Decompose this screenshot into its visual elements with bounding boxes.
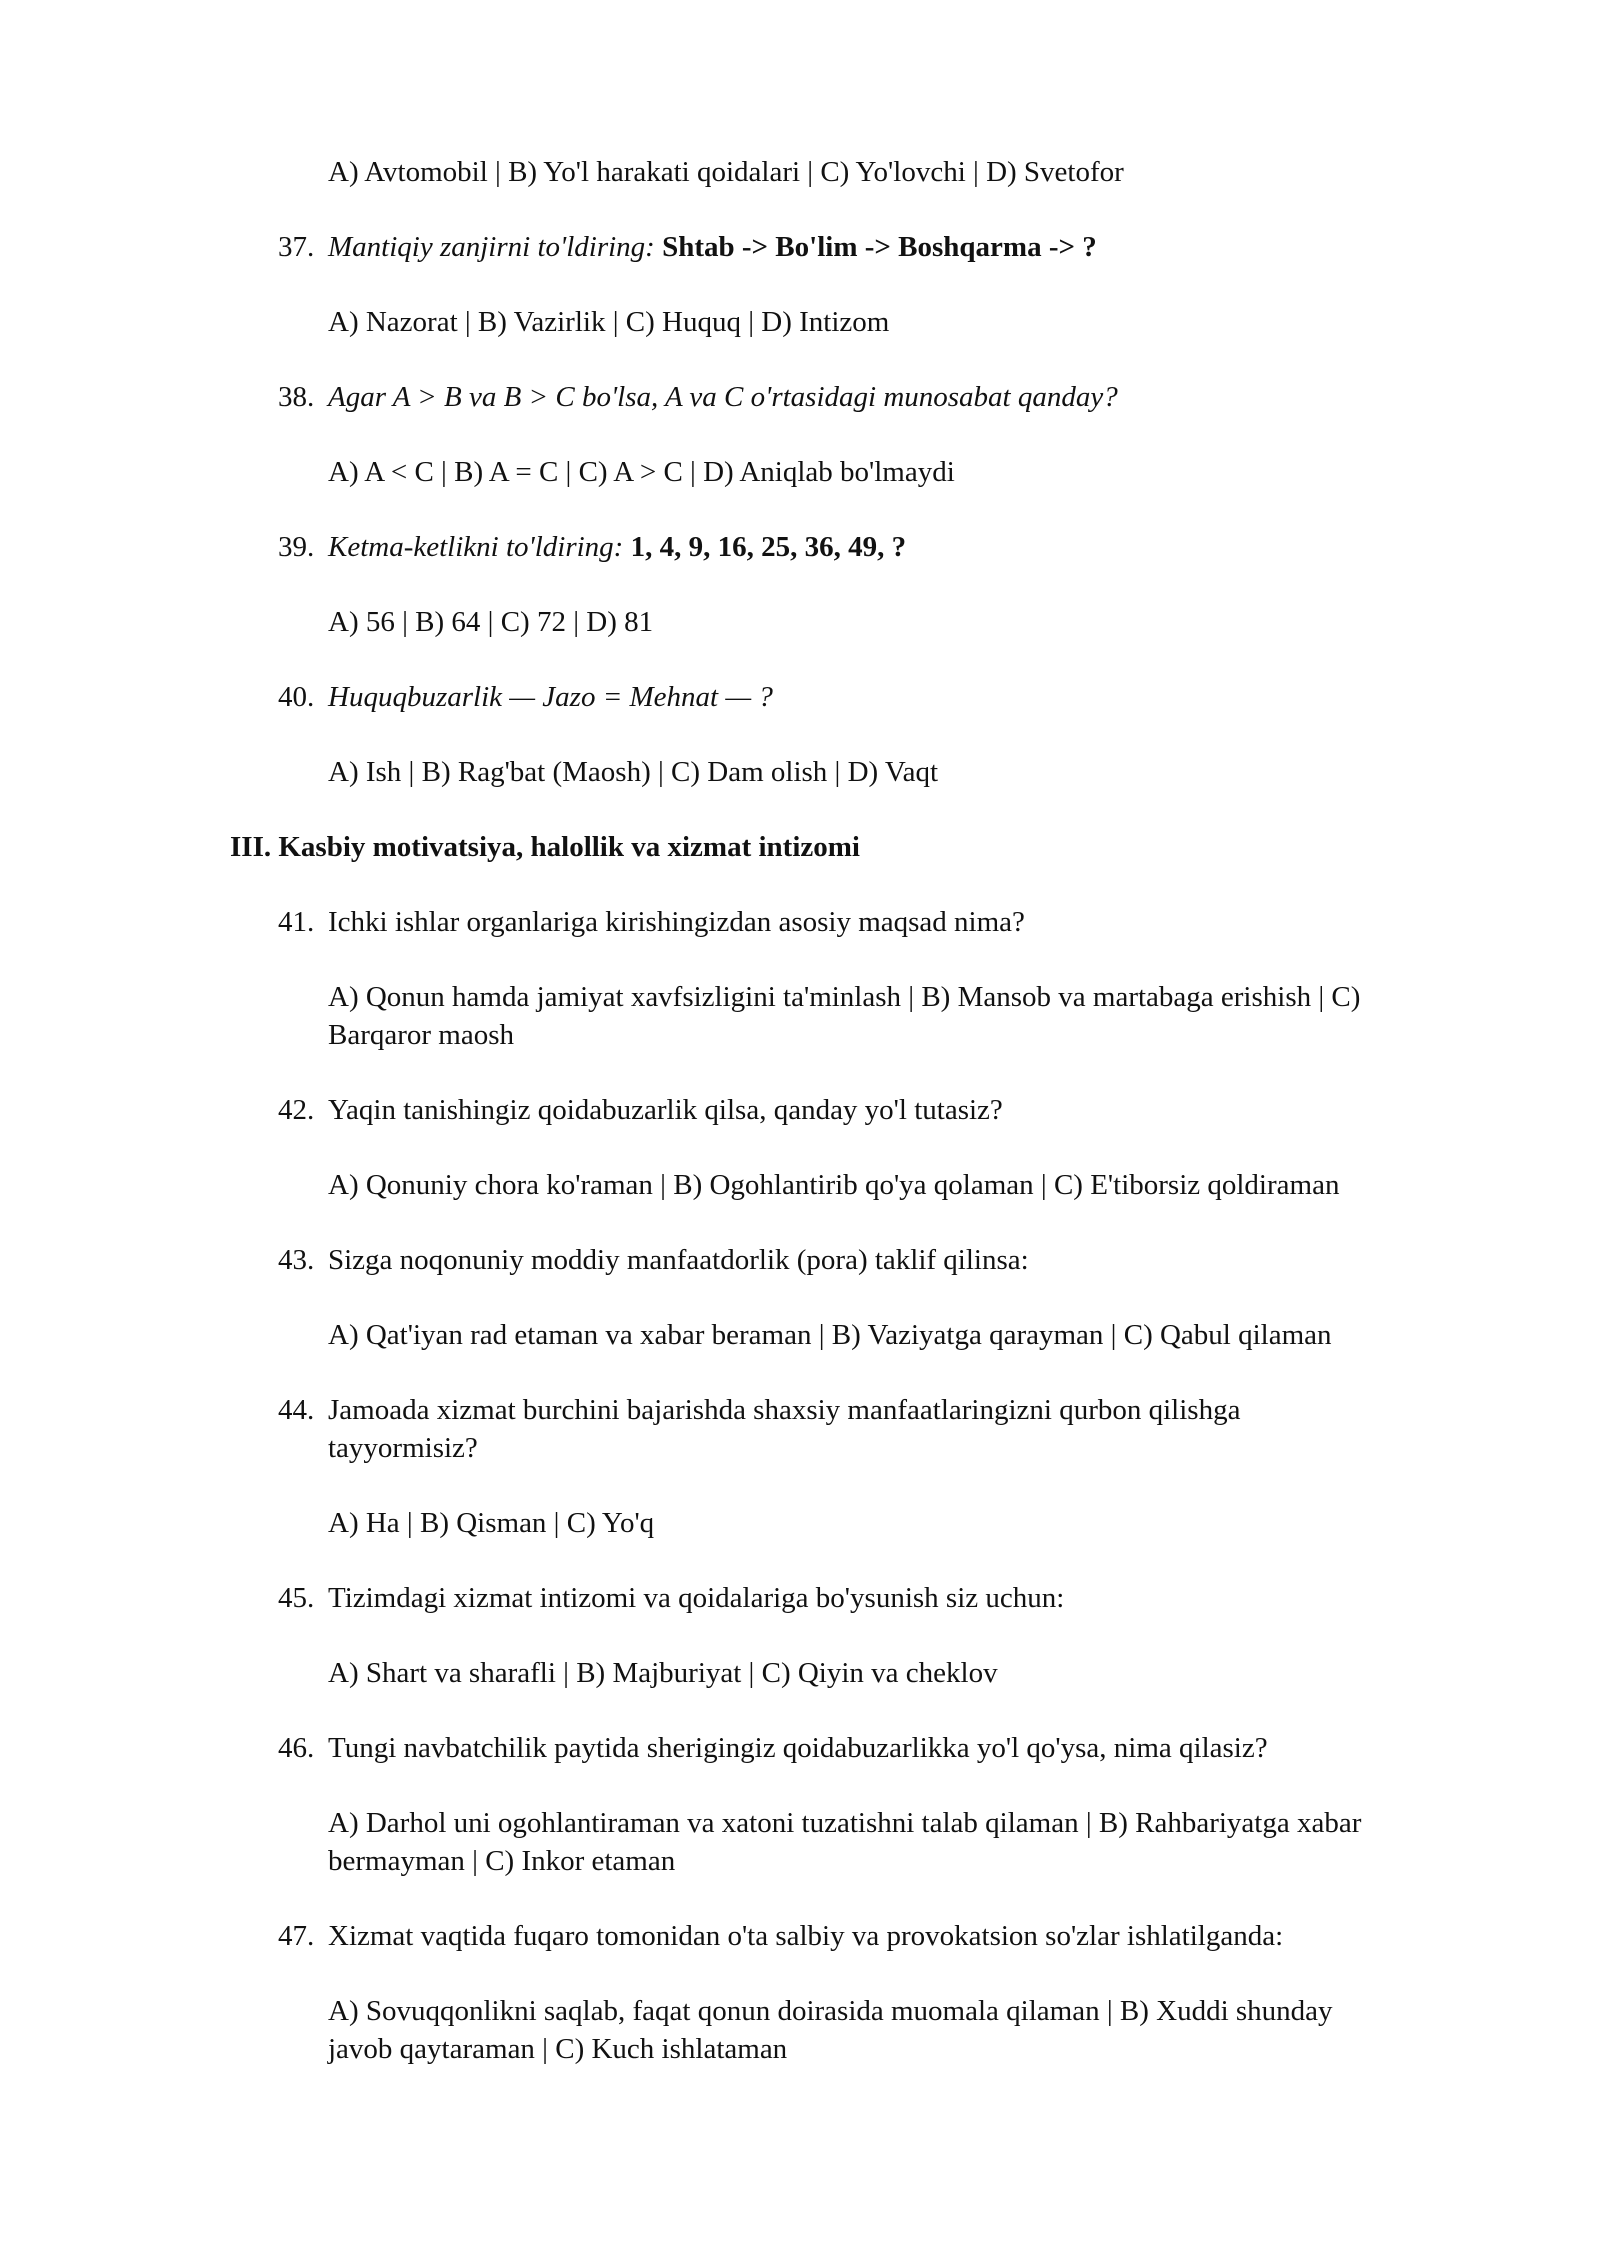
- answer-options-47-line1: A) Sovuqqonlikni saqlab, faqat qonun doirasida muomala qilaman | B) Xuddi shunday: [328, 1995, 1333, 2027]
- question-37: [278, 228, 1097, 266]
- question-emphasis: Shtab -> Bo'lim -> Boshqarma -> ?: [662, 231, 1097, 263]
- question-39: [278, 528, 907, 566]
- question-number: 43.: [278, 1244, 315, 1276]
- answer-options-47-line2: javob qaytaraman | C) Kuch ishlataman: [328, 2033, 788, 2065]
- question-text: Xizmat vaqtida fuqaro tomonidan o'ta salbiy va provokatsion so'zlar ishlatilganda:: [328, 1920, 1284, 1952]
- question-number: 39.: [278, 531, 315, 563]
- question-40: [278, 678, 773, 716]
- question-number: 40.: [278, 681, 315, 713]
- answer-options-36: A) Avtomobil | B) Yo'l harakati qoidalari | C) Yo'lovchi | D) Svetofor: [328, 156, 1124, 188]
- answer-options-44: A) Ha | B) Qisman | C) Yo'q: [328, 1507, 655, 1539]
- question-number: 45.: [278, 1582, 315, 1614]
- question-text-44-line2: tayyormisiz?: [328, 1432, 478, 1464]
- answer-options-43: A) Qat'iyan rad etaman va xabar beraman | B) Vaziyatga qarayman | C) Qabul qilaman: [328, 1319, 1332, 1351]
- answer-options-40: A) Ish | B) Rag'bat (Maosh) | C) Dam olish | D) Vaqt: [328, 756, 939, 788]
- question-number: 42.: [278, 1094, 315, 1126]
- question-43: [278, 1241, 1029, 1279]
- answer-options-46-line2: bermayman | C) Inkor etaman: [328, 1845, 676, 1877]
- question-number: 37.: [278, 231, 315, 263]
- question-42: [278, 1091, 1003, 1129]
- answer-options-45: A) Shart va sharafli | B) Majburiyat | C) Qiyin va cheklov: [328, 1657, 998, 1689]
- question-text: Tizimdagi xizmat intizomi va qoidalariga bo'ysunish siz uchun:: [328, 1582, 1065, 1614]
- answer-options-39: A) 56 | B) 64 | C) 72 | D) 81: [328, 606, 654, 638]
- question-38: [278, 378, 1118, 416]
- question-number: 44.: [278, 1394, 315, 1426]
- question-46: [278, 1729, 1268, 1767]
- question-prompt: Agar A > B va B > C bo'lsa, A va C o'rtasidagi munosabat qanday?: [328, 381, 1118, 413]
- section-heading: III. Kasbiy motivatsiya, halollik va xizmat intizomi: [230, 831, 860, 863]
- question-text: Ichki ishlar organlariga kirishingizdan asosiy maqsad nima?: [328, 906, 1025, 938]
- question-41: [278, 903, 1025, 941]
- question-prompt: Ketma-ketlikni to'ldiring:: [328, 531, 624, 563]
- question-number: 38.: [278, 381, 315, 413]
- answer-options-42: A) Qonuniy chora ko'raman | B) Ogohlantirib qo'ya qolaman | C) E'tiborsiz qoldiraman: [328, 1169, 1340, 1201]
- answer-options-41-line2: Barqaror maosh: [328, 1019, 515, 1051]
- question-number: 47.: [278, 1920, 315, 1952]
- question-text: Tungi navbatchilik paytida sherigingiz qoidabuzarlikka yo'l qo'ysa, nima qilasiz?: [328, 1732, 1268, 1764]
- question-prompt: Mantiqiy zanjirni to'ldiring:: [328, 231, 655, 263]
- question-emphasis: 1, 4, 9, 16, 25, 36, 49, ?: [630, 531, 907, 563]
- question-44: [278, 1391, 1241, 1429]
- question-number: 46.: [278, 1732, 315, 1764]
- question-47: [278, 1917, 1284, 1955]
- answer-options-46-line1: A) Darhol uni ogohlantiraman va xatoni tuzatishni talab qilaman | B) Rahbariyatga xabar: [328, 1807, 1362, 1839]
- answer-options-37: A) Nazorat | B) Vazirlik | C) Huquq | D) Intizom: [328, 306, 890, 338]
- question-text: Yaqin tanishingiz qoidabuzarlik qilsa, qanday yo'l tutasiz?: [328, 1094, 1003, 1126]
- question-number: 41.: [278, 906, 315, 938]
- question-text: Sizga noqonuniy moddiy manfaatdorlik (pora) taklif qilinsa:: [328, 1244, 1029, 1276]
- question-prompt: Huquqbuzarlik — Jazo = Mehnat — ?: [328, 681, 773, 713]
- answer-options-38: A) A < C | B) A = C | C) A > C | D) Aniqlab bo'lmaydi: [328, 456, 955, 488]
- answer-options-41-line1: A) Qonun hamda jamiyat xavfsizligini ta'minlash | B) Mansob va martabaga erishish | C): [328, 981, 1361, 1013]
- question-45: [278, 1579, 1065, 1617]
- question-text-line1: Jamoada xizmat burchini bajarishda shaxsiy manfaatlaringizni qurbon qilishga: [328, 1394, 1241, 1426]
